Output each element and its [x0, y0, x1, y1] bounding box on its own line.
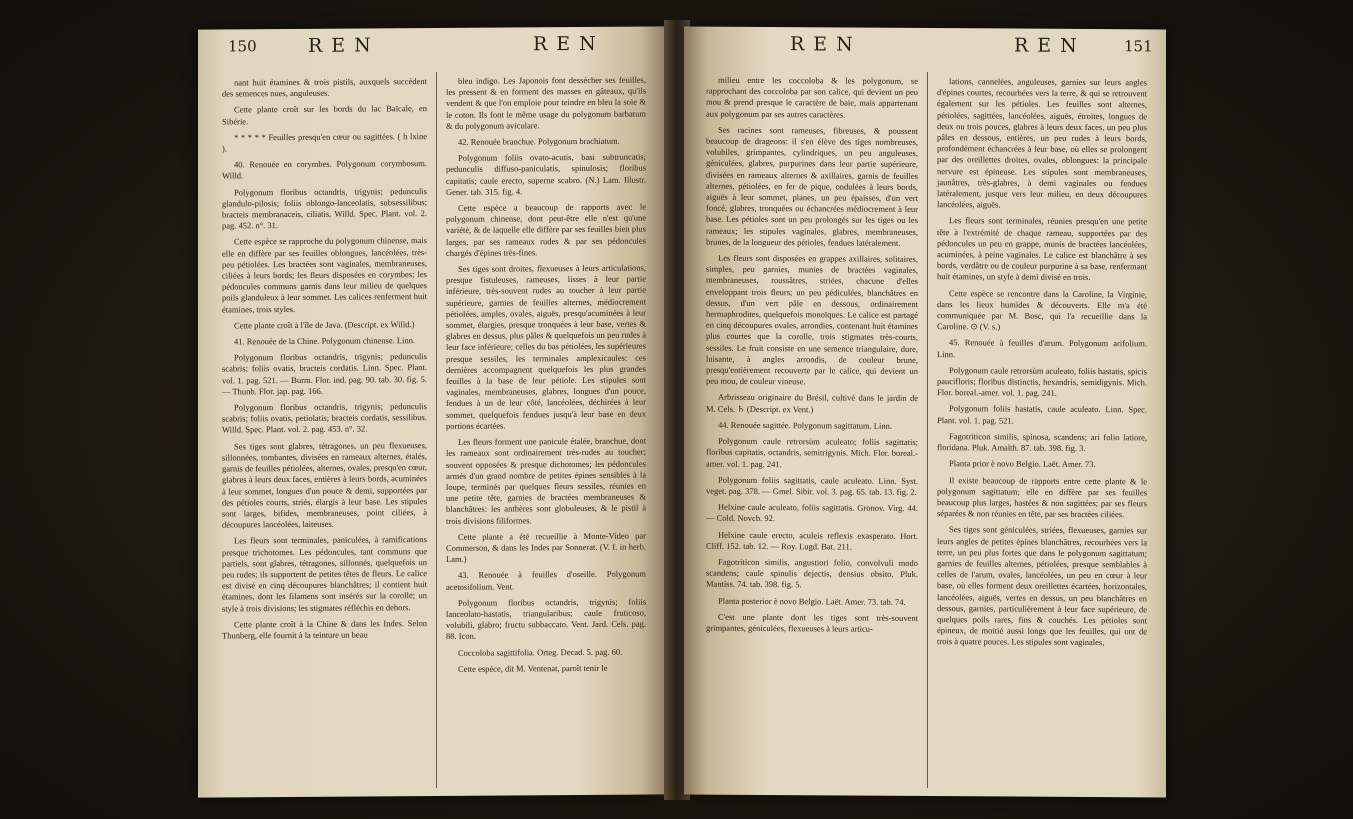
paragraph: 42. Renouée branchue. Polygonum brachiatum.	[458, 135, 620, 147]
paragraph: * * * * * Feuilles presqu'en cœur ou sagittées. ( h lxine ).	[222, 130, 427, 154]
paragraph: Planta posterior è novo Belgio. Laët. Amer. 73. tab. 74.	[718, 595, 906, 607]
column-rule	[927, 72, 928, 788]
running-head: REN	[790, 33, 862, 56]
paragraph: Polygonum foliis ovato-acutis, basi subtruncatis; pedunculis diffuso-paniculatis, spinulosis; floribus capitatis; caule erecto, superne scabro. (N.) Lam. Illustr. Gener. tab. 315. fig. 4.	[446, 151, 646, 197]
paragraph: Planta prior è novo Belgio. Laët. Amer. 73.	[949, 458, 1096, 470]
paragraph: 45. Renouée à feuilles d'arum. Polygonum arifolium. Linn.	[937, 337, 1147, 359]
page-number: 150	[228, 37, 257, 56]
text-column	[706, 75, 918, 640]
page-number: 151	[1124, 37, 1153, 56]
paragraph: Ses racines sont rameuses, fibreuses, & poussent beaucoup de drageons: il s'en élève des tiges nombreuses, volubiles, grimpantes, cylindriques, un peu anguleuses, géniculées, glabres, purpurines dans leur partie supérieure, divisées en rameaux alternes & axillaires, garnis de feuilles alternes, pétiolées, en fer de pique, ondulées à leurs bords, aiguës à leur sommet, planes, un peu épaisses, d'un vert foncé, glabres, tronquées ou échancrées médiocrement à leur base. Les pétioles sont un peu prolongés sur les tiges ou les rameaux; les stipules vaginales, glabres, membraneuses, brunes, de la longueur des pétioles, fendues latéralement.	[706, 124, 918, 248]
paragraph: Arbrisseau originaire du Brésil, cultivé dans le jardin de M. Cels. ♄ (Descript. ex Vent.)	[706, 392, 918, 415]
paragraph: Cette espèce a beaucoup de rapports avec le polygonum chinense, dont peut-être elle n'est qu'une variété, & de laquelle elle diffère par ses feuilles bien plus larges, par ses rameaux rudes & par ses pédoncules chargés d'épines très-fines.	[446, 201, 646, 258]
paragraph: Polygonum foliis hastatis, caule aculeato. Linn. Spec. Plant. vol. 1. pag. 521.	[937, 403, 1147, 426]
paragraph: Les fleurs sont terminales, réunies presqu'en une petite tête à l'extrémité de chaque rameau, supportées par des pédoncules un peu en grappe, munis de bractées lancéolées, acuminées, à peine vaginales. Le calice est blanchâtre à ses bords, verdâtre ou de couleur purpurine à sa base, renfermant huit étamines, un style à demi divisé en trois.	[937, 215, 1147, 283]
paragraph: Coccoloba sagittifolia. Orteg. Decad. 5. pag. 60.	[458, 646, 623, 658]
paragraph: Polygonum foliis sagittatis, caule aculeato. Linn. Syst. veget. pag. 378. — Gmel. Sibir. vol. 3. pag. 65. tab. 13. fig. 2.	[706, 474, 918, 497]
paragraph: nant huit étamines & trois pistils, auxquels succèdent des semences nues, anguleuses.	[222, 76, 427, 99]
text-column	[222, 76, 427, 647]
paragraph: Fagotriticon similis, spinosa, scandens; ari folio latiore, floridana. Pluk. Amalth. 87. tab. 398. fig. 3.	[937, 431, 1147, 454]
column-rule	[436, 72, 437, 788]
paragraph: milieu entre les coccoloba & les polygonum, se rapprochant des coccoloba par son calice, qui devient un peu mou & prend presque le caractère de baie, mais appartenant aux polygonum par ses autres caractères.	[706, 74, 918, 120]
paragraph: Cette espèce se rencontre dans la Caroline, la Virginie, dans les lieux humides & découverts. Elle m'a été communiquée par M. Bosc, qui l'a recueillie dans la Caroline. ⊙ (V. s.)	[937, 287, 1147, 332]
right-page	[684, 27, 1166, 798]
paragraph: Les fleurs forment une panicule étalée, branchue, dont les rameaux sont ordinairement très-rudes au toucher; souvent opposées & presque dichotomes; les pédoncules armés d'un grand nombre de petites épines sensibles à la loupe, terminés par quelques fleurs sessiles, réunies en une petite tête, garnies de bractées membraneuses & blanchâtres: les anthères sont globuleuses, & le pistil à trois divisions filiformes.	[446, 435, 646, 526]
paragraph: Les fleurs sont disposées en grappes axillaires, solitaires, simples, peu garnies, munies de bractées vaginales, membraneuses, roussâtres, striées, chacune d'elles enveloppant trois fleurs; un peu pédiculées, blanchâtres en dessus, d'un vert pâle en dessous, ordinairement hermaphrodites, quelquefois monoïques. Le calice est partagé en cinq découpures ovales, arrondies, contenant huit étamines plus courtes que la corolle, trois stigmates très-courts, sessiles. Le fruit consiste en une semence triangulaire, dure, luisante, à angles arrondis, de couleur brune, presqu'entièrement recouverte par le calice, qui devient un peu mou, de couleur vineuse.	[706, 252, 918, 387]
paragraph: Polygonum floribus octandris, trigynis; foliis lanceolato-hastatis, triangularibus; caule fruticoso, volubili, glabro; fructu subbaccato. Vent. Jard. Cels. pag. 88. Icon.	[446, 596, 646, 642]
paragraph: Polygonum floribus octandris, trigynis; pedunculis scabris; foliis ovatis, bracteis cordatis. Linn. Spec. Plant. vol. 1. pag. 521. — Burm. Flor. ind. pag. 90. tab. 30. fig. 5. — Thunb. Flor. jap. pag. 166.	[222, 351, 427, 397]
paragraph: Ses tiges sont droites, flexueuses à leurs articulations, presque fistuleuses, rameuses, lisses à leur partie inférieure, très-souvent rudes au toucher à leur partie supérieure, garnies de feuilles alternes, médiocrement pétiolées, amples, ovales, aiguës, presqu'acuminées à leur sommet, élargies, presque tronquées à leur base, vertes & glabres en dessus, plus pâles & quelquefois un peu rudes à leur face inférieure; celles du bas pétiolées, les supérieures presque sessiles, les terminales amplexicaules: ces dernières accompagnent quelquefois les plus grandes feuilles à la base de leur pétiole. Les stipules sont vaginales, membraneuses, glabres, longues d'un pouce, fendues à un de leur côté, lancéolées, déchirées à leur sommet, quelquefois fendues jusqu'à leur base en deux portions écartées.	[446, 262, 646, 431]
paragraph: bleu indigo. Les Japonois font dessécher ses feuilles, les pressent & en forment des masses en gâteaux, qu'ils vendent & que l'on emploie pour teindre en bleu la soie & le coton. Ils font le même usage du polygonum barbatum & du polygonum aviculare.	[446, 74, 646, 131]
running-head: REN	[533, 32, 605, 56]
paragraph: Ses tiges sont géniculées, striées, flexueuses, garnies sur leurs angles de petites épines blanchâtres, recourbées vers la terre, un peu plus fortes que dans le polygonum sagittatum; garnies de feuilles alternes, pétiolées, presque semblables à celles de l'arum, ovales, lancéolées, un peu en cœur à leur base, où elles forment deux oreillettes écartées, horizontales, lancéolées, aiguës, vertes en dessus, un peu blanchâtres en dessous, garnies, particulièrement à leur face supérieure, de quelques poils rares, fins & couchés. Les pétioles sont épineux, de moitié aussi longs que les feuilles, qui ont de trois à quatre pouces. Les stipules sont vaginales,	[937, 524, 1147, 648]
paragraph: Les fleurs sont terminales, paniculées, à ramifications presque trichotomes. Les pédoncules, tant communs que partiels, sont glabres, tétragones, sillonnés, quelquefois un peu rudes; ils supportent de petites têtes de fleurs. Le calice est divisé en cinq découpures blanchâtres; il contient huit étamines, dont les filamens sont insérés sur la corolle; un style à trois divisions; les stigmates réfléchis en dehors.	[222, 534, 427, 614]
paragraph: Polygonum floribus octandris, trigynis; pedunculis scabris; foliis ovatis, petiolatis; bracteis cordatis, sessilibus. Willd. Spec. Plant. vol. 2. pag. 453. n°. 32.	[222, 401, 427, 435]
paragraph: Polygonum caule retrorsùm aculeato; foliis sagittatis; floribus capitatis, octandris, semitrigynis. Mich. Flor. boreal.-amer. vol. 1. pag. 241.	[706, 435, 918, 469]
paragraph: Polygonum floribus octandris, trigynis; pedunculis glandulo-pilosis; foliis oblongo-lanceolatis, subsessilibus; bracteis membranaceis, ciliatis. Willd. Spec. Plant. vol. 2. pag. 452. n°. 31.	[222, 185, 427, 231]
paragraph: Helxine caule erecto, aculeis reflexis exasperato. Hort. Cliff. 152. tab. 12. — Roy. Lugd. Bat. 211.	[706, 529, 918, 552]
paragraph: 43. Renouée à feuilles d'oseille. Polygonum acetosifolium. Vent.	[446, 568, 646, 592]
paragraph: lations, cannelées, anguleuses, garnies sur leurs angles d'épines courtes, recourbées vers la terre, & qui se retrouvent également sur les pétioles. Les feuilles sont alternes, pétiolées, sagittées, lancéolées, aiguës, étroites, longues de deux ou trois pouces, glabres à leurs deux faces, un peu plus pâles en dessous, entières, un peu rudes à leurs bords, profondément échancrées à leur base, où elles se prolongent par des oreillettes droites, ovales, oblongues: la principale nervure est épineuse. Les stipules sont membraneuses, jaunâtres, très-glabres, à demi vaginales ou fendues latéralement, jusque vers leur milieu, en deux découpures lancéolées, aiguës.	[937, 76, 1147, 210]
paragraph: Cette plante croît à l'île de Java. (Descript. ex Willd.)	[234, 318, 415, 331]
paragraph: Il existe beaucoup de rapports entre cette plante & le polygonum sagittatum; elle en diffère par ses feuilles beaucoup plus larges, hastées & non sagittées; par ses fleurs séparées & non réunies en tête, par ses bractées ciliées.	[937, 474, 1147, 520]
paragraph: Polygonum caule retrorsùm aculeato, foliis hastatis, spicis paucifloris; floribus distinctis, hexandris, semidigynis. Mich. Flor. boreal.-amer. vol. 1. pag. 241.	[937, 365, 1147, 399]
paragraph: Helxine caule aculeato, foliis sagittatis. Gronov. Virg. 44. — Cold. Novcb. 92.	[706, 501, 918, 524]
paragraph: C'est une plante dont les tiges sont très-souvent grimpantes, géniculées, flexueuses à leurs articu-	[706, 611, 918, 634]
running-head: REN	[1014, 34, 1086, 57]
paragraph: 40. Renouée en corymbes. Polygonum corymbosum. Willd.	[222, 158, 427, 181]
paragraph: Cette espèce se rapproche du polygonum chinense, mais elle en diffère par ses feuilles oblongues, lancéolées, très-peu pétiolées. Les bractées sont vaginales, membraneuses, ciliées à leurs bords; les fleurs disposées en corymbes; les pédoncules communs garnis dans leur milieu de quelques poils glanduleux à leur sommet. Les calices renferment huit étamines, trois styles.	[222, 235, 427, 315]
paragraph: Cette plante a été recueillie à Monte-Video par Commerson, & dans les Indes par Sonnerat. (V. f. in herb. Lam.)	[446, 530, 646, 565]
left-page	[198, 26, 668, 797]
paragraph: Fagotriticon similis, angustiori folio, convolvuli modo scandens; caule spinulis dejectis, densius obsito. Pluk. Mantiss. 74. tab. 398. fig. 5.	[706, 556, 918, 590]
paragraph: 41. Renouée de la Chine. Polygonum chinense. Linn.	[234, 335, 416, 347]
text-column	[446, 75, 646, 680]
paragraph: Ses tiges sont glabres, tétragones, un peu flexueuses, sillonnées, tombantes, divisées en rameaux alternes, étalés, garnis de feuilles pétiolées, alternes, ovales, presqu'en cœur, glabres à leurs deux faces, entières à leurs bords, acuminées à leur sommet, longues d'un pouce & demi, supportées par des pétioles courts, striés, élargis à leur base. Les stipules sont larges, bifides, membraneuses, point ciliées, à découpures lancéolées, laiteuses.	[222, 439, 427, 530]
running-head: REN	[308, 34, 380, 57]
paragraph: Cette plante croît à la Chine & dans les Indes. Selon Thunberg, elle fournit à la teinture un beau	[222, 617, 427, 641]
paragraph: Cette espèce, dit M. Ventenat, paroît tenir le	[458, 662, 608, 674]
text-column	[937, 76, 1147, 654]
paragraph: 44. Renouée sagittée. Polygonum sagittatum. Linn.	[718, 419, 892, 431]
paragraph: Cette plante croît sur les bords du lac Baïcale, en Sibérie.	[222, 103, 427, 127]
